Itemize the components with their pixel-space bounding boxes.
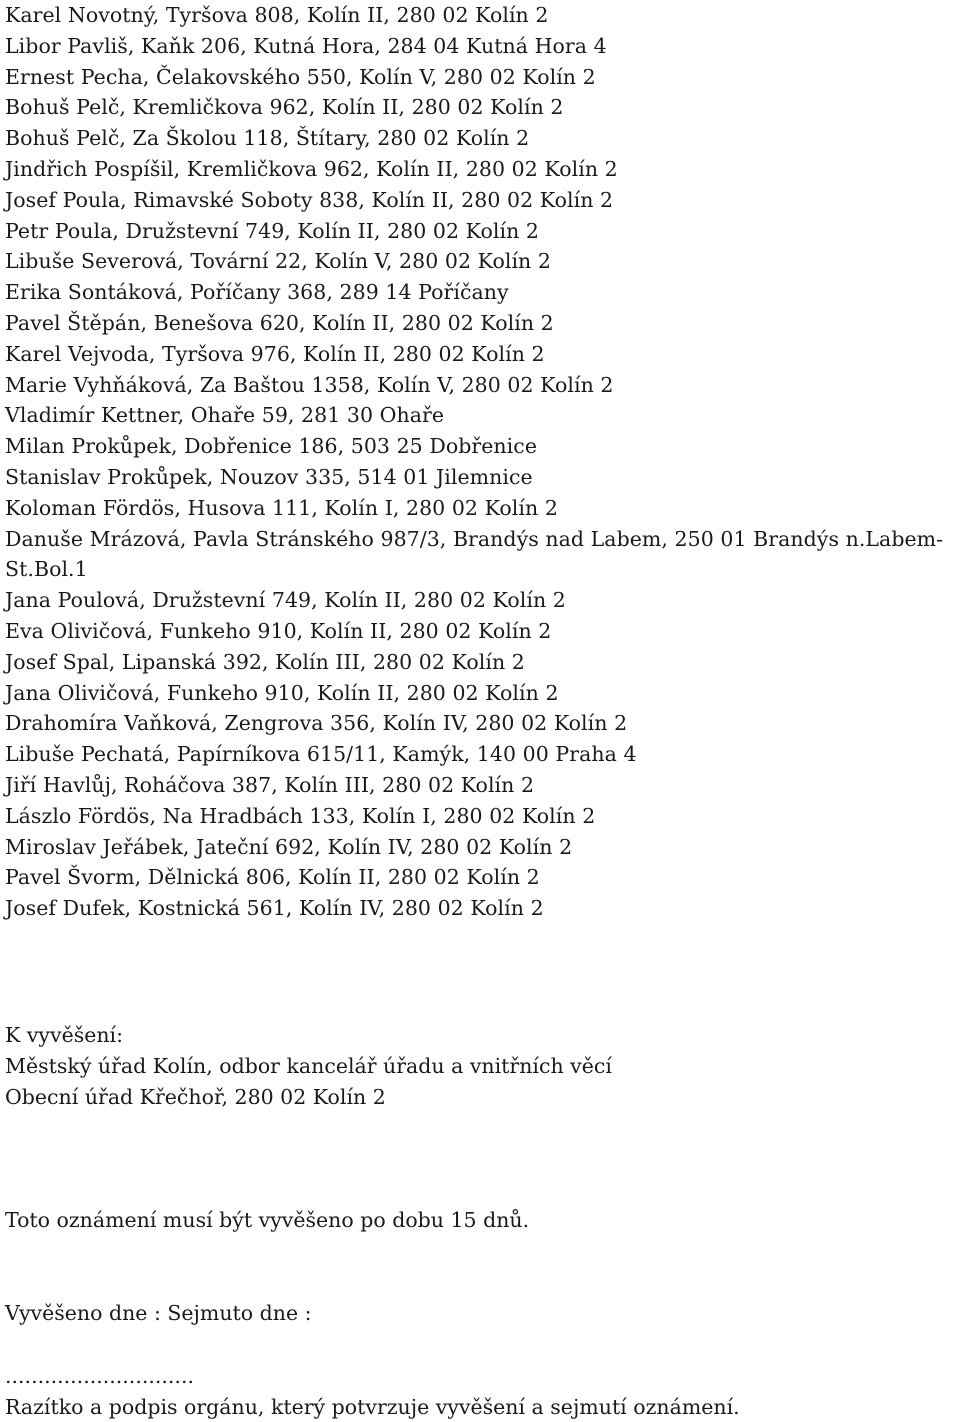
spacer — [5, 924, 957, 1020]
list-item: Karel Vejvoda, Tyršova 976, Kolín II, 280 02 Kolín 2 — [5, 341, 545, 366]
list-item: Josef Spal, Lipanská 392, Kolín III, 280 02 Kolín 2 — [5, 649, 525, 674]
posting-dates-line: Vyvěšeno dne : Sejmuto dne : — [5, 1301, 312, 1326]
notice-text: Toto oznámení musí být vyvěšeno po dobu 15 dnů. — [5, 1208, 530, 1233]
list-item: Miroslav Jeřábek, Jateční 692, Kolín IV, 280 02 Kolín 2 — [5, 834, 573, 859]
spacer — [5, 1329, 957, 1361]
list-item: Drahomíra Vaňková, Zengrova 356, Kolín IV, 280 02 Kolín 2 — [5, 711, 628, 736]
posting-office: Městský úřad Kolín, odbor kancelář úřadu a vnitřních věcí — [5, 1053, 612, 1078]
spacer — [5, 1112, 957, 1205]
list-item: Erika Sontáková, Poříčany 368, 289 14 Poříčany — [5, 280, 509, 305]
list-item: Karel Novotný, Tyršova 808, Kolín II, 280 02 Kolín 2 — [5, 3, 549, 27]
list-item: Josef Poula, Rimavské Soboty 838, Kolín II, 280 02 Kolín 2 — [5, 187, 614, 212]
list-item: Libuše Severová, Tovární 22, Kolín V, 280 02 Kolín 2 — [5, 249, 551, 274]
posting-section — [5, 1020, 957, 1112]
list-item: Vladimír Kettner, Ohaře 59, 281 30 Ohaře — [5, 403, 445, 428]
list-item: Pavel Štěpán, Benešova 620, Kolín II, 280 02 Kolín 2 — [5, 310, 554, 335]
list-item: Jiří Havlůj, Roháčova 387, Kolín III, 280 02 Kolín 2 — [5, 772, 535, 797]
list-item: Jana Poulová, Družstevní 749, Kolín II, 280 02 Kolín 2 — [5, 588, 566, 613]
list-item: Jindřich Pospíšil, Kremličkova 962, Kolín II, 280 02 Kolín 2 — [5, 156, 618, 181]
list-item: Libuše Pechatá, Papírníkova 615/11, Kamýk, 140 00 Praha 4 — [5, 742, 637, 767]
list-item: Ernest Pecha, Čelakovského 550, Kolín V, 280 02 Kolín 2 — [5, 64, 596, 89]
list-item: Petr Poula, Družstevní 749, Kolín II, 280 02 Kolín 2 — [5, 218, 540, 243]
recipient-list — [5, 0, 957, 924]
list-item: Koloman Fördös, Husova 111, Kolín I, 280 02 Kolín 2 — [5, 495, 558, 520]
list-item: Bohuš Pelč, Za Školou 118, Štítary, 280 02 Kolín 2 — [5, 126, 530, 151]
list-item: Bohuš Pelč, Kremličkova 962, Kolín II, 280 02 Kolín 2 — [5, 95, 564, 120]
signature-line: ............................. — [5, 1363, 194, 1388]
list-item: Milan Prokůpek, Dobřenice 186, 503 25 Dobřenice — [5, 434, 537, 459]
posting-heading: K vyvěšení: — [5, 1022, 124, 1047]
list-item: Lászlo Fördös, Na Hradbách 133, Kolín I, 280 02 Kolín 2 — [5, 803, 596, 828]
list-item: Marie Vyhňáková, Za Baštou 1358, Kolín V, 280 02 Kolín 2 — [5, 372, 614, 397]
signature-caption: Razítko a podpis orgánu, který potvrzuje vyvěšení a sejmutí oznámení. — [5, 1394, 740, 1419]
list-item: Stanislav Prokůpek, Nouzov 335, 514 01 Jilemnice — [5, 464, 533, 489]
posting-office: Obecní úřad Křečhoř, 280 02 Kolín 2 — [5, 1084, 386, 1109]
list-item: Jana Olivičová, Funkeho 910, Kolín II, 280 02 Kolín 2 — [5, 680, 559, 705]
list-item: Danuše Mrázová, Pavla Stránského 987/3, Brandýs nad Labem, 250 01 Brandýs n.Labem-St.Bol.1 — [5, 526, 944, 582]
list-item: Josef Dufek, Kostnická 561, Kolín IV, 280 02 Kolín 2 — [5, 896, 544, 921]
list-item: Eva Olivičová, Funkeho 910, Kolín II, 280 02 Kolín 2 — [5, 618, 552, 643]
document-page — [5, 0, 957, 1422]
list-item: Libor Pavliš, Kaňk 206, Kutná Hora, 284 04 Kutná Hora 4 — [5, 33, 607, 58]
list-item: Pavel Švorm, Dělnická 806, Kolín II, 280 02 Kolín 2 — [5, 865, 540, 890]
spacer — [5, 1236, 957, 1298]
